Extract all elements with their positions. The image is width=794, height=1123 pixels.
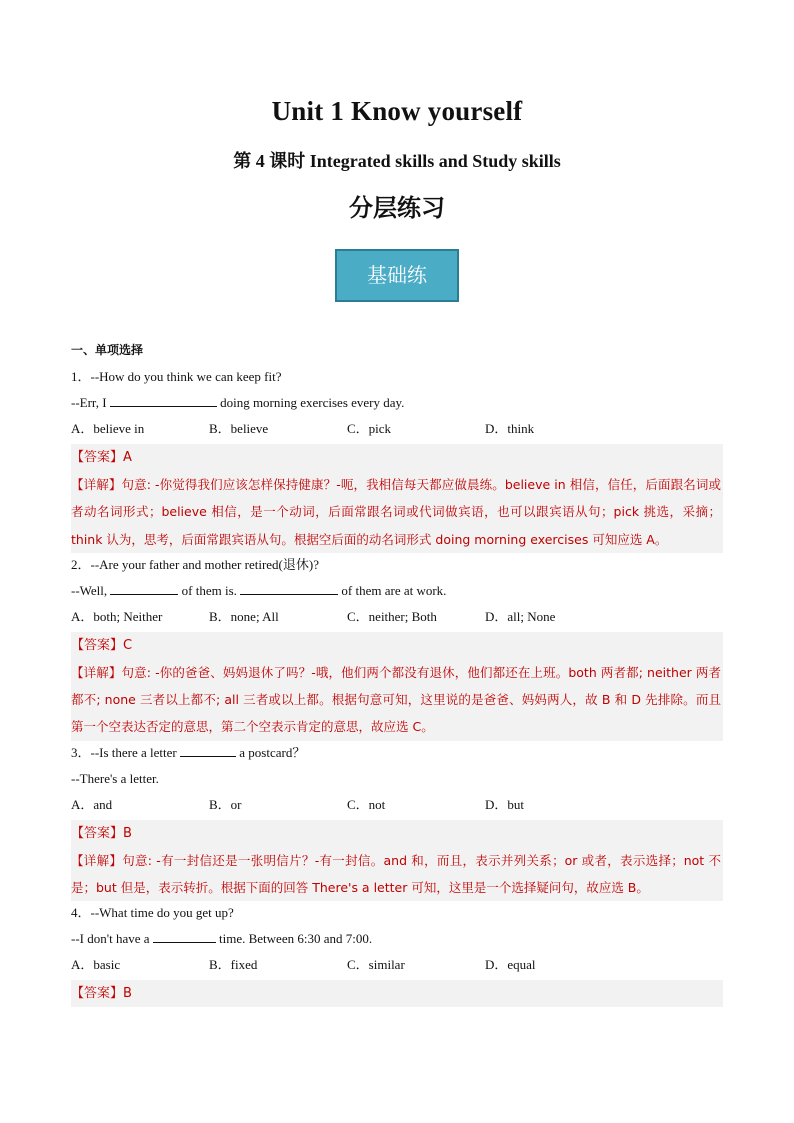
answer-blank [153,930,216,943]
answer-blank [110,582,178,595]
option-a: A．basic [71,957,121,973]
option-b: B．fixed [209,957,258,973]
question-1-explanation [71,471,723,553]
option-d: D．but [485,796,525,812]
question-2 [71,554,723,741]
option-d: D．all; None [485,608,556,624]
answer-blank [240,582,338,595]
question-2-options [71,606,723,632]
detail-text: 句意: -你觉得我们应该怎样保持健康？-呃，我相信每天都应做晨练。believe in 相信，信任，后面跟名词或者动名词形式；believe 相信，是一个动词，后面常跟名词或代词做宾语，也可以跟宾语从句；pick 挑选，采摘；think 认为，思考，后面常跟宾语从句。根据空后面的动名词形式 doing morning exercises 可知应选 A。 [71,477,721,547]
question-3-answer [71,820,723,847]
exercise-type-heading: 分层练习 [349,193,445,222]
answer-tag: 【答案】 [71,450,124,465]
option-d: D．think [485,421,535,436]
question-1-response-start: --Err, I [71,395,110,410]
question-2-response-c: of them are at work. [338,582,447,598]
level-badge: 基础练 [335,249,459,302]
detail-tag: 【详解】 [71,477,122,492]
answer-value: C [123,637,133,653]
option-a: A．believe in [71,421,145,436]
lesson-subtitle: 第 4 课时 Integrated skills and Study skills [233,151,561,171]
answer-value: A [123,450,132,465]
question-4-answer [71,980,723,1007]
option-b: B．none; All [209,608,279,624]
answer-tag: 【答案】 [71,825,124,841]
answer-blank [180,744,236,757]
option-b: B．or [209,796,242,812]
question-3-response: --There's a letter. [71,770,159,786]
answer-blank [110,394,217,407]
question-3-prompt [71,742,723,768]
option-c: C．neither; Both [347,608,437,624]
question-2-prompt: 2．--Are your father and mother retired(退休)? [71,556,319,572]
answer-value: B [123,986,132,1002]
question-2-explanation [71,659,723,741]
question-1 [71,366,723,553]
answer-tag: 【答案】 [71,637,124,653]
page-title: Unit 1 Know yourself [271,96,523,126]
question-3-explanation [71,847,723,902]
question-2-response-b: of them is. [178,582,241,598]
question-1-prompt: 1．--How do you think we can keep fit? [71,369,282,384]
exercise-content [71,340,723,1007]
question-2-response [71,580,723,606]
detail-tag: 【详解】 [71,664,122,680]
answer-value: B [123,825,132,841]
question-4-response-end: time. Between 6:30 and 7:00. [215,931,373,947]
question-2-answer [71,632,723,659]
question-4-prompt: 4．--What time do you get up? [71,905,234,921]
option-b: B．believe [209,421,269,436]
option-c: C．pick [347,421,392,436]
question-4 [71,902,723,1007]
question-1-response [71,392,723,418]
question-4-response [71,928,723,954]
option-a: A．both; Neither [71,608,163,624]
option-c: C．not [347,796,386,812]
question-4-response-start: --I don't have a [71,931,153,947]
question-3-prompt-start: 3．--Is there a letter [71,744,181,760]
question-1-options [71,418,723,444]
option-d: D．equal [485,957,536,973]
question-1-response-end: doing morning exercises every day. [216,395,405,410]
detail-text: 句意: -你的爸爸、妈妈退休了吗？-哦，他们两个都没有退休，他们都还在上班。both 两者都; neither 两者都不; none 三者以上都不; all 三者或以上都。根据句意可知，这里说的是爸爸、妈妈两人，故 B 和 D 先排除。而且第一个空表达否定的意思，第二个空表示肯定的意思，故应选 C。 [71,664,721,735]
question-1-answer [71,444,723,471]
answer-tag: 【答案】 [71,986,124,1002]
question-2-response-a: --Well, [71,582,111,598]
question-3 [71,742,723,902]
question-3-prompt-end: a postcard？ [236,744,306,760]
detail-text: 句意: -有一封信还是一张明信片？-有一封信。and 和，而且，表示并列关系；or 或者，表示选择；not 不是；but 但是，表示转折。根据下面的回答 There's a letter 可知，这里是一个选择疑问句，故应选 B。 [71,852,721,896]
question-3-options [71,794,723,820]
option-c: C．similar [347,957,405,973]
section-heading: 一、单项选择 [71,343,144,357]
option-a: A．and [71,796,113,812]
detail-tag: 【详解】 [71,852,123,868]
question-4-options [71,954,723,980]
